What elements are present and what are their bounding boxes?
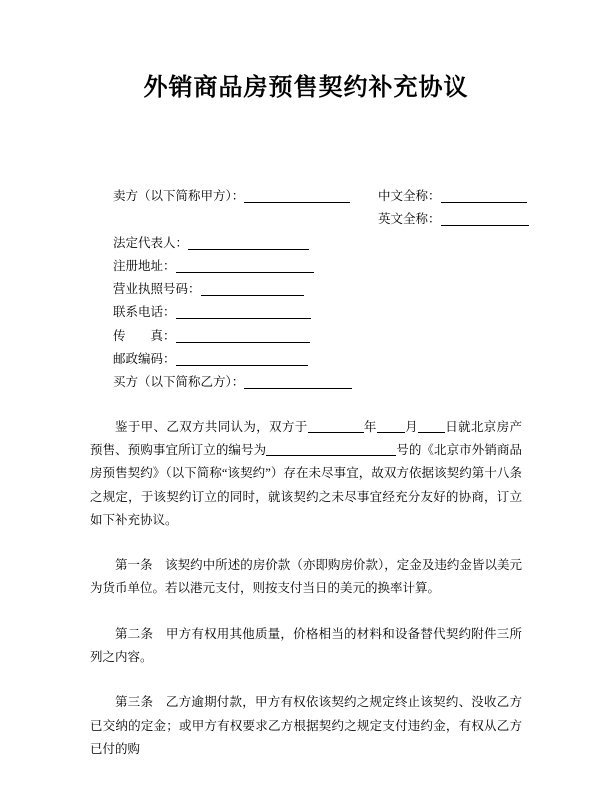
seller-field-label: 卖方（以下简称甲方）：: [113, 189, 245, 203]
seller-field: [113, 186, 350, 204]
recital-paragraph-blank-7: [266, 443, 396, 456]
seller-field-blank: [244, 190, 350, 203]
form-row: [113, 349, 522, 372]
legal-representative-field-blank: [188, 237, 309, 250]
contact-phone-field-blank: [176, 306, 311, 319]
document-title: 外销商品房预售契约补充协议: [143, 74, 469, 101]
english-full-name-field-blank: [441, 213, 529, 226]
form-row: [113, 372, 522, 395]
party-info-form: [113, 186, 522, 396]
form-row: [113, 209, 522, 232]
chinese-full-name-field-blank: [441, 190, 527, 203]
chinese-full-name-field: [378, 186, 527, 204]
form-row: [113, 279, 522, 302]
recital-paragraph: 鉴于甲、乙双方共同认为，双方于 年 月 日就北京房产预售、预购事宜所订立的编号为 号的《北京市外销商品房预售契约》（以下简称“该契约”）存在未尽事宜，故双方依据该契约第十八条之规定，于该契约订立的同时，就该契约之未尽事宜经充分友好的协商，订立如下补充协议。: [90, 419, 522, 527]
contact-phone-field: [113, 302, 311, 320]
registered-address-field: [113, 256, 314, 274]
postal-code-field-blank: [176, 353, 308, 366]
buyer-field: [113, 372, 352, 390]
postal-code-field: [113, 349, 308, 367]
business-license-no-field-label: 营业执照号码：: [113, 282, 201, 297]
article-2-paragraph: 第二条 甲方有权用其他质量，价格相当的材料和设备替代契约附件三所列之内容。: [90, 626, 522, 665]
fax-field: [113, 326, 310, 344]
business-license-no-field: [113, 279, 304, 297]
buyer-field-blank: [244, 376, 352, 389]
registered-address-field-label: 注册地址：: [113, 258, 176, 273]
form-row: [113, 186, 522, 209]
contract-body: [90, 416, 522, 762]
contact-phone-field-label: 联系电话：: [113, 305, 176, 320]
form-row: [113, 233, 522, 256]
english-full-name-field-label: 英文全称：: [378, 212, 441, 227]
registered-address-field-blank: [176, 260, 314, 273]
recital-paragraph-blank-1: [308, 420, 364, 433]
business-license-no-field-blank: [201, 283, 304, 296]
recital-paragraph-blank-5: [418, 420, 445, 433]
legal-representative-field: [113, 233, 309, 251]
form-row: [113, 302, 522, 325]
article-1-paragraph: 第一条 该契约中所述的房价款（亦即购房价款），定金及违约金皆以美元为货币单位。若以港元支付，则按支付当日的美元的换率计算。: [90, 558, 522, 596]
fax-field-label: 传 真：: [113, 328, 176, 343]
article-3-paragraph: 第三条 乙方逾期付款，甲方有权依该契约之规定终止该契约、没收乙方已交纳的定金；或甲方有权要求乙方根据契约之规定支付违约金，有权从乙方已付的购: [90, 695, 522, 756]
recital-paragraph-blank-3: [377, 420, 405, 433]
chinese-full-name-field-label: 中文全称：: [378, 189, 441, 203]
english-full-name-field: [378, 209, 529, 227]
form-row: [113, 256, 522, 279]
legal-representative-field-label: 法定代表人：: [113, 235, 189, 250]
fax-field-blank: [176, 330, 310, 343]
buyer-field-label: 买方（以下简称乙方）：: [113, 375, 245, 390]
postal-code-field-label: 邮政编码：: [113, 352, 176, 367]
form-row: [113, 326, 522, 349]
